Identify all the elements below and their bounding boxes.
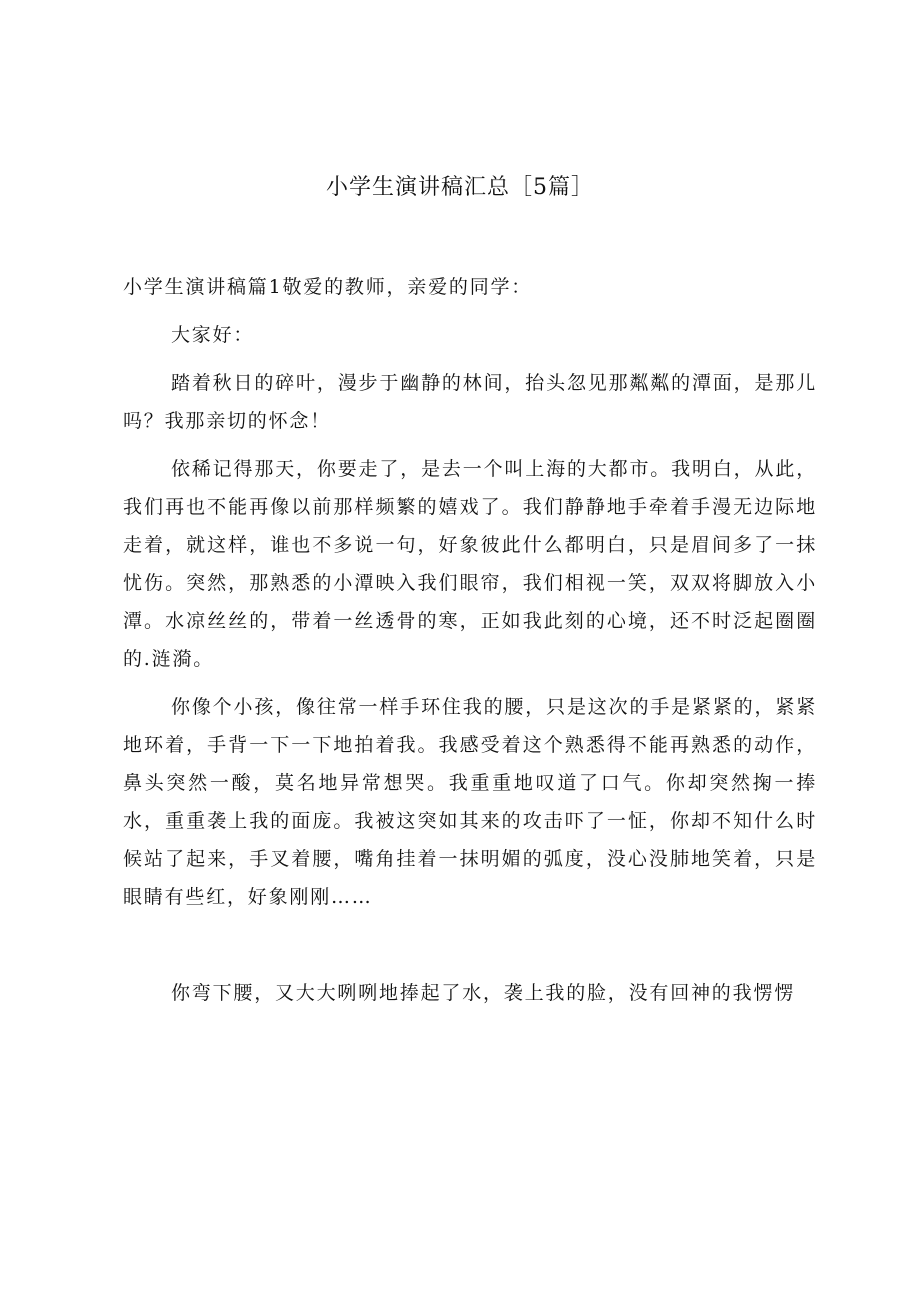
paragraph: 踏着秋日的碎叶，漫步于幽静的林间，抬头忽见那粼粼的潭面，是那儿吗？我那亲切的怀念！ — [123, 372, 817, 432]
document-body — [123, 268, 817, 1012]
paragraph: 你弯下腰，又大大咧咧地捧起了水，袭上我的脸，没有回神的我愣愣 — [171, 982, 796, 1004]
paragraph: 依稀记得那天，你要走了，是去一个叫上海的大都市。我明白，从此，我们再也不能再像以前那样频繁的嬉戏了。我们静静地手牵着手漫无边际地走着，就这样，谁也不多说一句，好象彼此什么都明白，只是眉间多了一抹忧伤。突然，那熟悉的小潭映入我们眼帘，我们相视一笑，双双将脚放入小潭。水凉丝丝的，带着一丝透骨的寒，正如我此刻的心境，还不时泛起圈圈的.涟漪。 — [123, 458, 817, 670]
greeting: 大家好： — [171, 324, 255, 346]
paragraph: 你像个小孩，像往常一样手环住我的腰，只是这次的手是紧紧的，紧紧地环着，手背一下一下地拍着我。我感受着这个熟悉得不能再熟悉的动作，鼻头突然一酸，莫名地异常想哭。我重重地叹道了口气。你却突然掬一捧水，重重袭上我的面庞。我被这突如其来的攻击吓了一怔，你却不知什么时候站了起来，手叉着腰，嘴角挂着一抹明媚的弧度，没心没肺地笑着，只是眼睛有些红，好象刚刚…… — [123, 696, 817, 908]
document-title: 小学生演讲稿汇总［5篇］ — [326, 175, 594, 200]
speech-header-line: 小学生演讲稿篇1敬爱的教师，亲爱的同学： — [123, 276, 533, 298]
